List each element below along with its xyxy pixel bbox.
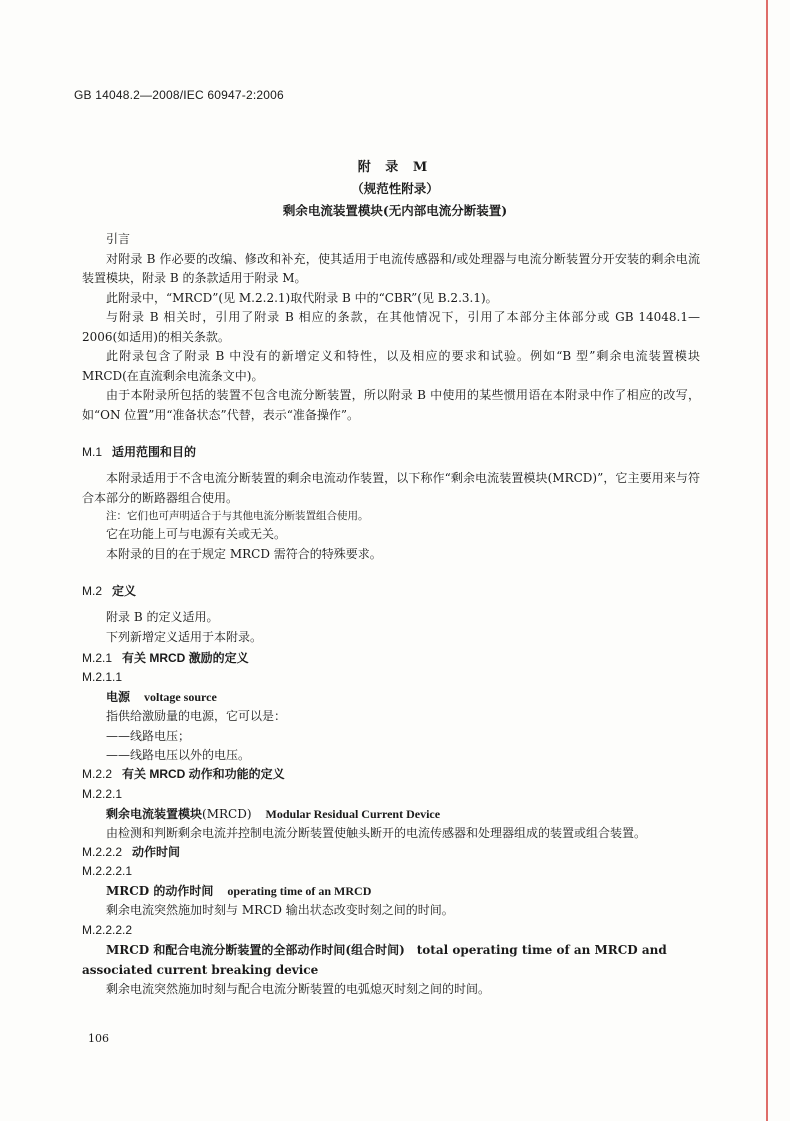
section-m2 bbox=[82, 582, 700, 999]
section-title: 动作时间 bbox=[132, 845, 181, 859]
term-definition bbox=[82, 881, 700, 901]
term-definition bbox=[82, 687, 700, 707]
standard-code-header: GB 14048.2—2008/IEC 60947-2:2006 bbox=[74, 88, 284, 102]
intro-paragraph: 由于本附录所包括的装置不包含电流分断装置，所以附录 B 中使用的某些惯用语在本附录中作了相应的改写，如“ON 位置”用“准备状态”代替，表示“准备操作”。 bbox=[82, 388, 700, 422]
section-number: M.2.2.2 bbox=[82, 845, 123, 859]
list-item: ——线路电压； bbox=[106, 728, 191, 743]
term-definition bbox=[82, 804, 700, 824]
term-definition: MRCD 和配合电流分断装置的全部动作时间(组合时间) total operating time of an MRCD and bbox=[106, 942, 667, 957]
section-heading bbox=[82, 443, 700, 460]
intro-paragraph: 此附录中，“MRCD”(见 M.2.2.1)取代附录 B 中的“CBR”(见 B.2.3.1)。 bbox=[106, 290, 498, 305]
clause-number: M.2.2.2.1 bbox=[82, 864, 133, 878]
intro-paragraph: 与附录 B 相关时，引用了附录 B 相应的条款，在其他情况下，引用了本部分主体部分或 GB 14048.1—2006(如适用)的相关条款。 bbox=[82, 310, 700, 344]
definition-text: 剩余电流突然施加时刻与配合电流分断装置的电弧熄灭时刻之间的时间。 bbox=[106, 981, 491, 996]
definition-text: 由检测和判断剩余电流并控制电流分断装置使触头断开的电流传感器和处理器组成的装置或组合装置。 bbox=[106, 825, 647, 840]
subsection-heading bbox=[82, 843, 700, 862]
section-title: 适用范围和目的 bbox=[112, 445, 197, 459]
definition-text: 指供给激励量的电源，它可以是： bbox=[106, 709, 287, 723]
section-number: M.2.2 bbox=[82, 766, 113, 781]
section-m1 bbox=[82, 443, 700, 564]
term-en: voltage source bbox=[144, 690, 217, 704]
list-item: ——线路电压以外的电压。 bbox=[106, 747, 251, 762]
term-abbr: (MRCD) bbox=[202, 806, 252, 821]
clause-number: M.2.2.2.2 bbox=[82, 922, 133, 937]
section-note: 注：它们也可声明适合于与其他电流分断装置组合使用。 bbox=[106, 510, 369, 522]
intro-section bbox=[82, 230, 700, 425]
section-number: M.2 bbox=[82, 584, 103, 598]
subsection-heading bbox=[82, 765, 700, 784]
section-title: 有关 MRCD 激励的定义 bbox=[122, 651, 249, 665]
appendix-title: 剩余电流装置模块(无内部电流分断装置) bbox=[282, 203, 508, 218]
intro-paragraph: 此附录包含了附录 B 中没有的新增定义和特性，以及相应的要求和试验。例如“B 型”剩余电流装置模块 MRCD(在直流剩余电流条文中)。 bbox=[82, 349, 700, 383]
term-cn: 电源 bbox=[106, 690, 131, 704]
term-cn: MRCD 的动作时间 bbox=[106, 884, 214, 898]
term-en: operating time of an MRCD bbox=[227, 884, 372, 898]
section-title: 有关 MRCD 动作和功能的定义 bbox=[122, 766, 285, 781]
section-number: M.1 bbox=[82, 445, 103, 459]
term-definition-continued: associated current breaking device bbox=[82, 962, 319, 977]
appendix-label: 附 录 M bbox=[357, 160, 433, 175]
clause-number: M.2.1.1 bbox=[82, 670, 123, 684]
page-number: 106 bbox=[88, 1032, 109, 1045]
section-title: 定义 bbox=[112, 584, 137, 598]
clause-number: M.2.2.1 bbox=[82, 786, 123, 801]
section-paragraph: 附录 B 的定义适用。 bbox=[106, 610, 219, 624]
section-paragraph: 本附录适用于不含电流分断装置的剩余电流动作装置，以下称作“剩余电流装置模块(MRCD)”，它主要用来与符合本部分的断路器组合使用。 bbox=[82, 471, 700, 505]
term-cn: 剩余电流装置模块 bbox=[106, 806, 203, 821]
section-heading bbox=[82, 582, 700, 599]
section-number: M.2.1 bbox=[82, 651, 113, 665]
section-paragraph: 本附录的目的在于规定 MRCD 需符合的特殊要求。 bbox=[106, 546, 382, 561]
intro-heading: 引言 bbox=[106, 232, 131, 246]
appendix-normative-label: （规范性附录） bbox=[351, 181, 439, 196]
section-paragraph: 下列新增定义适用于本附录。 bbox=[106, 629, 263, 644]
definition-text: 剩余电流突然施加时刻与 MRCD 输出状态改变时刻之间的时间。 bbox=[106, 903, 454, 917]
section-paragraph: 它在功能上可与电源有关或无关。 bbox=[106, 527, 287, 541]
subsection-heading bbox=[82, 649, 700, 668]
intro-paragraph: 对附录 B 作必要的改编、修改和补充，使其适用于电流传感器和/或处理器与电流分断装置分开安装的剩余电流装置模块，附录 B 的条款适用于附录 M。 bbox=[82, 251, 700, 285]
term-en: Modular Residual Current Device bbox=[265, 806, 441, 821]
